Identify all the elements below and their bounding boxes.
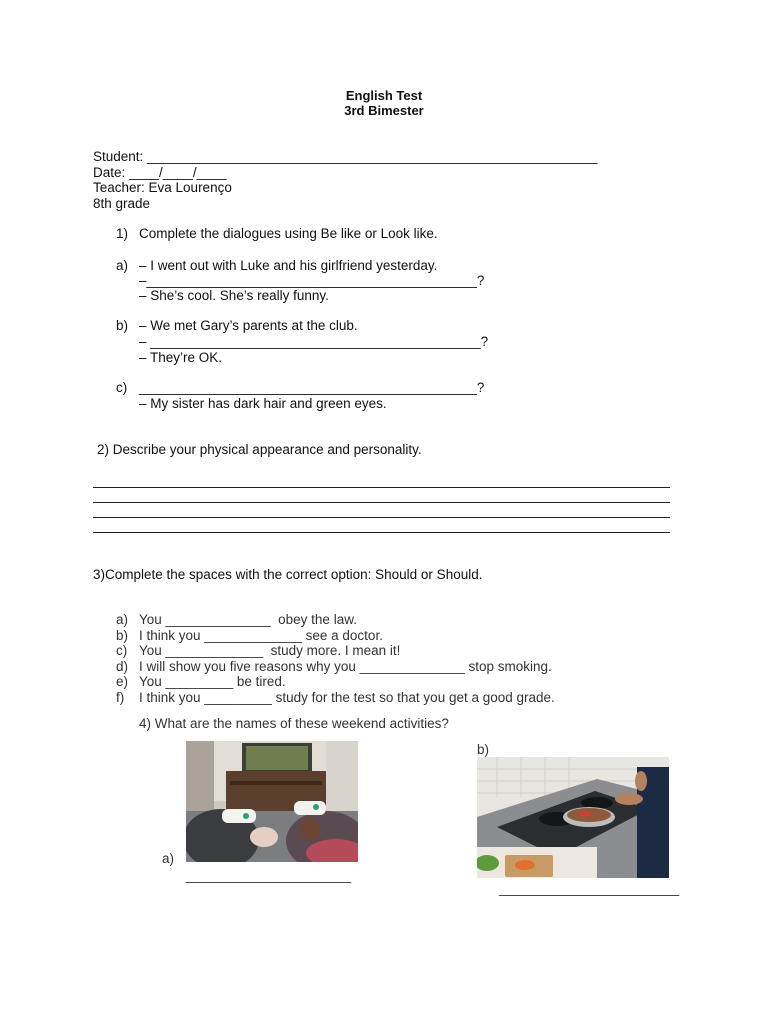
q1c-line2: – My sister has dark hair and green eyes. xyxy=(139,396,387,411)
q3-item-text: I will show you five reasons why you ______________ stop smoking. xyxy=(139,659,552,674)
test-subtitle: 3rd Bimester xyxy=(344,103,424,118)
grade-line: 8th grade xyxy=(93,196,151,211)
q1c-line1: _____________________________________________? xyxy=(139,380,485,395)
q1b-line1: – We met Gary’s parents at the club. xyxy=(139,318,358,333)
q4-label-a: a) xyxy=(162,851,175,866)
teacher-line: Teacher: Eva Lourenço xyxy=(93,180,232,195)
answer-line xyxy=(93,502,670,503)
student-field: Student: ____________________________________________________________ xyxy=(93,149,598,164)
answer-line xyxy=(93,517,670,518)
q3-item-text: You _________ be tired. xyxy=(139,674,286,689)
answer-line xyxy=(93,532,670,533)
test-title: English Test xyxy=(345,88,423,103)
q3-item-letter: d) xyxy=(116,659,129,674)
answer-line xyxy=(93,487,670,488)
q1c-letter: c) xyxy=(116,380,128,395)
q3-item-letter: b) xyxy=(116,628,129,643)
q1b-letter: b) xyxy=(116,318,129,333)
q3-item-text: You _____________ study more. I mean it! xyxy=(139,643,401,658)
q3-item-letter: f) xyxy=(116,690,125,705)
q3-item-letter: a) xyxy=(116,612,129,627)
date-field: Date: ____/____/____ xyxy=(93,165,227,180)
q1-prompt: Complete the dialogues using Be like or Look like. xyxy=(139,226,438,241)
q1-number: 1) xyxy=(116,226,129,241)
q3-item-letter: c) xyxy=(116,643,128,658)
q4-prompt: 4) What are the names of these weekend activities? xyxy=(139,716,449,731)
q4-label-b: b) xyxy=(477,742,490,757)
cooking-photo xyxy=(477,757,669,878)
q1a-letter: a) xyxy=(116,258,129,273)
gaming-photo xyxy=(186,741,358,862)
q1b-line2: – ____________________________________________? xyxy=(139,334,489,349)
q1a-line2: –____________________________________________? xyxy=(139,273,485,288)
q3-item-letter: e) xyxy=(116,674,129,689)
q3-item-text: You ______________ obey the law. xyxy=(139,612,357,627)
q4-answer-line-b: ________________________ xyxy=(499,881,680,896)
q1a-line3: – She’s cool. She’s really funny. xyxy=(139,288,329,303)
q1b-line3: – They’re OK. xyxy=(139,350,223,365)
q3-prompt: 3)Complete the spaces with the correct option: Should or Should. xyxy=(93,567,483,582)
q3-item-text: I think you _____________ see a doctor. xyxy=(139,628,383,643)
q4-answer-line-a: ______________________ xyxy=(186,868,352,883)
q3-item-text: I think you _________ study for the test so that you get a good grade. xyxy=(139,690,555,705)
q2-prompt: 2) Describe your physical appearance and personality. xyxy=(97,442,422,457)
q1a-line1: – I went out with Luke and his girlfriend yesterday. xyxy=(139,258,438,273)
